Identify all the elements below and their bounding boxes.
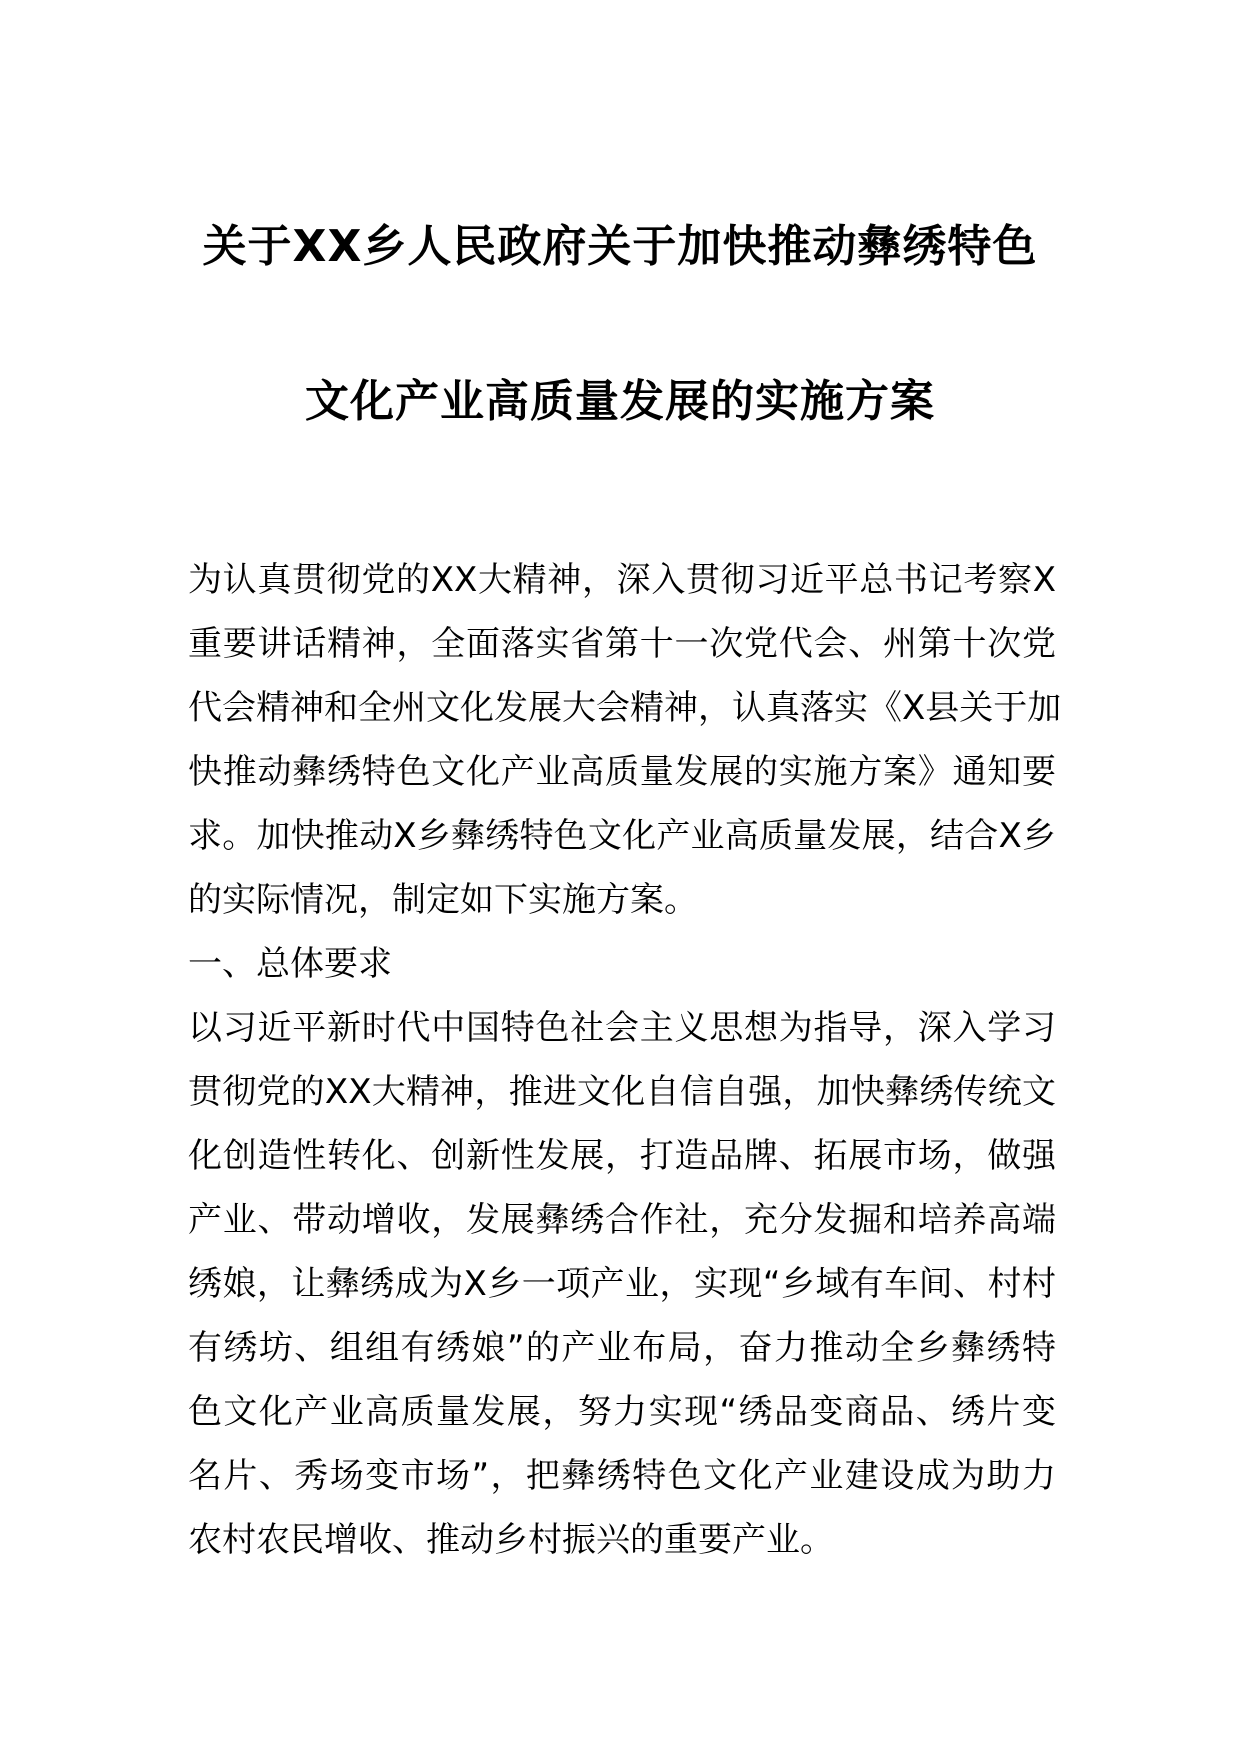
document-body	[188, 548, 1062, 1572]
text-line: 有绣坊、组组有绣娘”的产业布局，奋力推动全乡彝绣特	[188, 1328, 1056, 1368]
text-line: 快推动彝绣特色文化产业高质量发展的实施方案》通知要	[188, 752, 1056, 792]
text-line: 求。加快推动X乡彝绣特色文化产业高质量发展，结合X乡	[188, 816, 1056, 856]
section-heading	[188, 932, 1056, 996]
text-line: 代会精神和全州文化发展大会精神，认真落实《X县关于加	[188, 688, 1062, 728]
text-line: 贯彻党的XX大精神，推进文化自信自强，加快彝绣传统文	[188, 1072, 1056, 1112]
text-line: 化创造性转化、创新性发展，打造品牌、拓展市场，做强	[188, 1136, 1056, 1176]
requirements-paragraph	[188, 996, 1056, 1572]
document-title-line-2: 文化产业高质量发展的实施方案	[305, 376, 935, 427]
text-line: 产业、带动增收，发展彝绣合作社，充分发掘和培养高端	[188, 1200, 1056, 1240]
text-line: 农村农民增收、推动乡村振兴的重要产业。	[188, 1520, 834, 1560]
intro-paragraph	[188, 548, 1062, 932]
text-line: 名片、秀场变市场”，把彝绣特色文化产业建设成为助力	[188, 1456, 1056, 1496]
text-line: 绣娘，让彝绣成为X乡一项产业，实现“乡域有车间、村村	[188, 1264, 1056, 1304]
text-line: 以习近平新时代中国特色社会主义思想为指导，深入学习	[188, 1008, 1056, 1048]
text-line: 重要讲话精神，全面落实省第十一次党代会、州第十次党	[188, 624, 1056, 664]
document-title-line-1: 关于XX乡人民政府关于加快推动彝绣特色	[202, 221, 1038, 272]
section-heading-text: 一、总体要求	[188, 944, 392, 984]
text-line: 色文化产业高质量发展，努力实现“绣品变商品、绣片变	[188, 1392, 1056, 1432]
text-line: 为认真贯彻党的XX大精神，深入贯彻习近平总书记考察X	[188, 560, 1056, 600]
text-line: 的实际情况，制定如下实施方案。	[188, 880, 698, 920]
